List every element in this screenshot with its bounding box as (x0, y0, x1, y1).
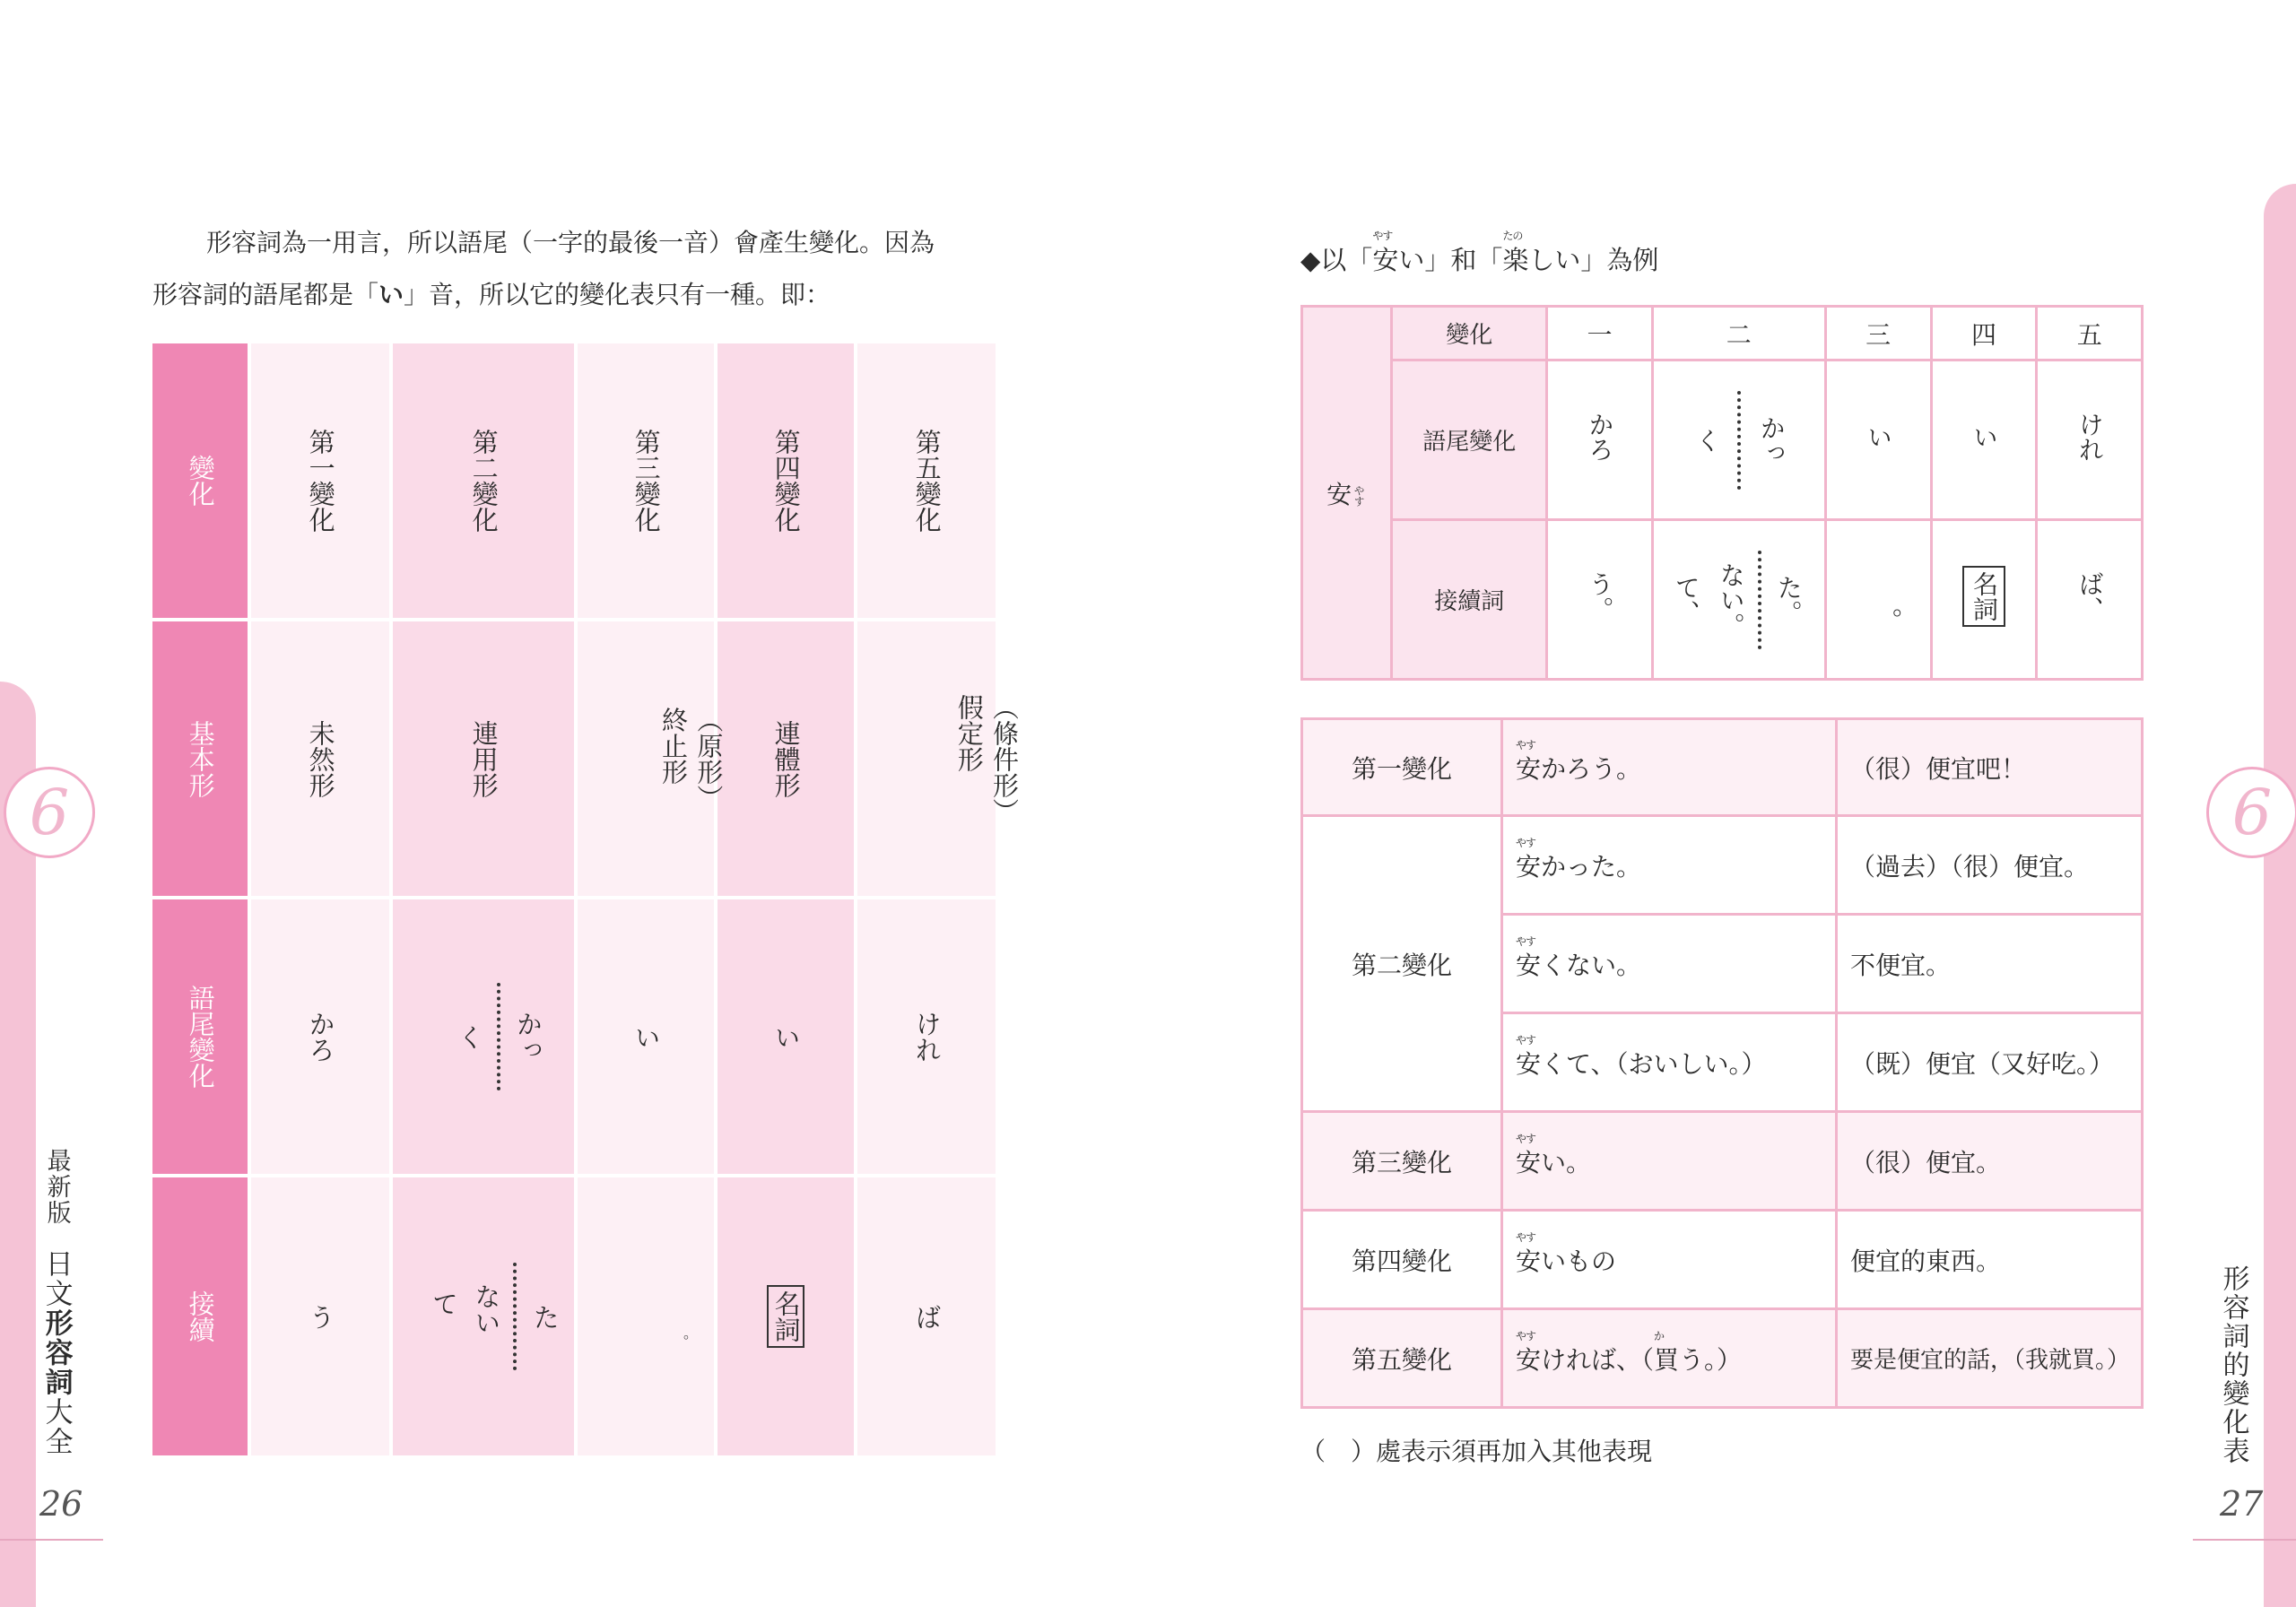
example-row (1302, 816, 2143, 915)
example-japanese (1502, 1112, 1837, 1211)
cell-gobi-4 (718, 899, 854, 1174)
cell-text: 。 (683, 1324, 698, 1342)
example-japanese (1502, 816, 1837, 915)
noun-box: 名詞 (767, 1285, 804, 1348)
example-chinese: 不便宜。 (1837, 915, 2143, 1013)
cell-text: ない (471, 1283, 502, 1335)
cell-text: ない。 (1716, 561, 1746, 638)
cell-text: 第五變化 (911, 429, 943, 533)
header-col-3: 三 (1825, 307, 1931, 360)
cell-text: た (529, 1303, 561, 1330)
cell-text: かろ (1585, 412, 1615, 462)
heading-suffix: 」為例 (1580, 245, 1659, 275)
example-japanese (1502, 719, 1837, 816)
example-chinese: （很）便宜吧！ (1837, 719, 2143, 816)
gobi-2 (1652, 360, 1825, 520)
cell-bian-3 (578, 343, 714, 618)
ruby-word (1654, 1329, 1680, 1377)
dotted-divider (1758, 551, 1761, 649)
paragraph-line-1: 形容詞為一用言，所以語尾（一字的最後一音）會產生變化。因為 (206, 228, 935, 257)
cell-text: 未然形 (305, 719, 336, 798)
chapter-badge-right: 6 (2206, 767, 2296, 858)
kanji-text: 安 (1516, 950, 1542, 980)
example-label: 第二變化 (1302, 816, 1502, 1112)
side-title-suffix: 大全 (39, 1397, 73, 1456)
example-chinese: （很）便宜。 (1837, 1112, 2143, 1211)
okurigana-text: くない。 (1541, 950, 1642, 980)
side-title-small: 最新版 (42, 1148, 71, 1226)
conjugation-table-left (152, 343, 1021, 1455)
setsu-1 (1547, 520, 1653, 680)
row-header-bianhua (152, 343, 248, 618)
ruby-word (1516, 1329, 1542, 1377)
ruby-word (1516, 836, 1542, 883)
heading-word1-text: 安い (1372, 245, 1425, 275)
heading-word2-text: 楽しい (1502, 245, 1581, 275)
example-label: 第三變化 (1302, 1112, 1502, 1211)
example-label: 第五變化 (1302, 1309, 1502, 1408)
ruby-text: やす (1516, 1329, 1536, 1342)
cell-text: い (631, 1023, 662, 1050)
ruby-text: たの (1502, 230, 1523, 242)
footnote: （ ）處表示須再加入其他表現 (1300, 1437, 1653, 1466)
cell-text: い (1864, 424, 1894, 449)
header-col-4: 四 (1931, 307, 2037, 360)
intro-paragraph (152, 217, 1004, 321)
example-japanese (1502, 1211, 1837, 1309)
setsu-4 (1931, 520, 2037, 680)
cell-setsu-2 (393, 1177, 574, 1455)
noun-box: 名詞 (1962, 566, 2005, 627)
ruby-text: やす (1516, 1230, 1536, 1244)
ruby-text: やす (1516, 836, 1536, 849)
cell-text: かっ (513, 1011, 544, 1063)
cell-setsu-4 (718, 1177, 854, 1455)
page-number-right: 27 (2220, 1484, 2264, 1524)
cell-text: 。 (1892, 590, 1918, 621)
cell-text: い (770, 1023, 802, 1050)
paragraph-bold-i: い (378, 280, 404, 309)
cell-text: 第一變化 (305, 429, 336, 533)
cell-text: 第二變化 (468, 429, 500, 533)
cell-gobi-1 (251, 899, 389, 1174)
cell-setsu-5 (857, 1177, 996, 1455)
paragraph-line-2-after: 」音，所以它的變化表只有一種。即： (404, 280, 831, 309)
example-chinese: 要是便宜的話，（我就買。） (1837, 1309, 2143, 1408)
okurigana-text: くて、（おいしい。） (1541, 1048, 1767, 1079)
dotted-divider (497, 983, 500, 1090)
ruby-text: やす (1516, 1132, 1536, 1145)
okurigana-text: いもの (1541, 1246, 1617, 1276)
header-col-1: 一 (1547, 307, 1653, 360)
kanji-text: 安 (1516, 1147, 1542, 1177)
kanji-text: 安 (1516, 1048, 1542, 1079)
cell-setsu-3 (578, 1177, 714, 1455)
example-chinese: （既）便宜（又好吃。） (1837, 1013, 2143, 1112)
ruby-text: やす (1516, 934, 1536, 948)
stem-text: 安 (1326, 479, 1352, 509)
example-label: 第一變化 (1302, 719, 1502, 816)
row-header-text: 基本形 (185, 719, 216, 798)
chapter-badge-left: 6 (4, 767, 95, 858)
gobi-4 (1931, 360, 2037, 520)
example-heading (1300, 230, 1659, 277)
example-japanese (1502, 915, 1837, 1013)
row-label-setsu: 接續詞 (1392, 520, 1547, 680)
cell-text: て、 (1671, 574, 1701, 625)
ruby-word (1516, 738, 1542, 786)
cell-note: （條件形） (989, 693, 1021, 824)
cell-text: く (454, 1023, 485, 1050)
ruby-text: やす (1516, 1033, 1536, 1047)
row-header-gobi (152, 899, 248, 1174)
gobi-1 (1547, 360, 1653, 520)
page-number-left: 26 (39, 1484, 83, 1524)
cell-text: う (305, 1303, 336, 1330)
okurigana-text: い。 (1541, 1147, 1592, 1177)
example-row (1302, 1112, 2143, 1211)
example-row (1302, 1211, 2143, 1309)
cell-kihon-2 (393, 621, 574, 896)
ruby-word (1516, 1033, 1542, 1081)
ruby-word (1516, 934, 1542, 982)
row-header-text: 語尾變化 (185, 985, 216, 1089)
cell-kihon-1 (251, 621, 389, 896)
ruby-text: やす (1372, 230, 1393, 242)
dotted-divider (1737, 391, 1741, 490)
heading-prefix: ◆以「 (1300, 245, 1373, 275)
conjugation-table-right (1300, 305, 2144, 681)
example-chinese: （過去）（很）便宜。 (1837, 816, 2143, 915)
cell-text: けれ (911, 1011, 943, 1063)
setsu-2 (1652, 520, 1825, 680)
ruby-word (1516, 1230, 1542, 1278)
example-row (1302, 719, 2143, 816)
cell-text: 連體形 (770, 719, 802, 798)
cell-text: けれ (2074, 412, 2105, 462)
cell-bian-1 (251, 343, 389, 618)
cell-text: う。 (1585, 571, 1615, 621)
header-bianhua: 變化 (1392, 307, 1547, 360)
setsu-3 (1825, 520, 1931, 680)
ruby-word (1516, 1132, 1542, 1179)
gobi-3 (1825, 360, 1931, 520)
paragraph-line-2-before: 形容詞的語尾都是「 (152, 280, 379, 309)
cell-bian-5 (857, 343, 996, 618)
paragraph-line-2 (152, 269, 1004, 321)
cell-text: かろ (305, 1011, 336, 1063)
cell-text: 終止形 (658, 707, 690, 785)
right-side-title: 形容詞的變化表 (2217, 1264, 2249, 1465)
example-japanese (1502, 1309, 1837, 1408)
okurigana-text: かろう。 (1541, 753, 1642, 784)
kanji-text: 買 (1654, 1344, 1680, 1375)
row-header-text: 變化 (185, 455, 216, 507)
cell-text: ば (911, 1303, 943, 1330)
cell-bian-2 (393, 343, 574, 618)
heading-word1 (1372, 230, 1425, 277)
okurigana-text: かった。 (1541, 851, 1642, 882)
row-header-text: 接續 (185, 1290, 216, 1342)
cell-setsu-1 (251, 1177, 389, 1455)
right-side-band (2264, 184, 2296, 1607)
heading-middle: 」和「 (1424, 245, 1503, 275)
example-chinese: 便宜的東西。 (1837, 1211, 2143, 1309)
cell-kihon-3 (578, 621, 725, 896)
setsu-5 (2037, 520, 2143, 680)
ruby-text: やす (1516, 738, 1536, 751)
cell-text: 第四變化 (770, 429, 802, 533)
kanji-text: 安 (1516, 1246, 1542, 1276)
kanji-text: 安 (1516, 753, 1542, 784)
kanji-text: 安 (1516, 851, 1542, 882)
row-header-setsu (152, 1177, 248, 1455)
example-row (1302, 1309, 2143, 1408)
header-col-5: 五 (2037, 307, 2143, 360)
cell-note: （原形） (693, 707, 725, 811)
row-label-gobi: 語尾變化 (1392, 360, 1547, 520)
cell-text: かっ (1756, 414, 1787, 465)
side-title-main: 形容詞 (39, 1308, 73, 1397)
cell-text: く (1692, 427, 1722, 453)
cell-text: 第三變化 (631, 429, 662, 533)
cell-text: い (1970, 424, 2000, 449)
ruby-text: か (1654, 1329, 1665, 1342)
cell-bian-4 (718, 343, 854, 618)
page-number-rule-right (2193, 1539, 2296, 1541)
dotted-divider (513, 1263, 517, 1370)
stem-cell (1302, 307, 1392, 680)
cell-gobi-3 (578, 899, 714, 1174)
examples-table (1300, 717, 2144, 1409)
example-label: 第四變化 (1302, 1211, 1502, 1309)
left-side-title (39, 1148, 72, 1456)
row-header-kihon (152, 621, 248, 896)
okurigana-text: ければ、（ (1541, 1344, 1655, 1375)
side-title-prefix: 日文 (39, 1249, 73, 1308)
cell-gobi-2 (393, 899, 574, 1174)
cell-text: た。 (1773, 574, 1804, 625)
cell-text: 連用形 (468, 719, 500, 798)
cell-gobi-5 (857, 899, 996, 1174)
heading-word2 (1502, 230, 1581, 277)
cell-text: ば、 (2074, 571, 2105, 621)
example-japanese (1502, 1013, 1837, 1112)
stem-ruby: やす (1352, 484, 1366, 507)
cell-text: て (429, 1290, 459, 1316)
header-col-2: 二 (1652, 307, 1825, 360)
kanji-text: 安 (1516, 1344, 1542, 1375)
okurigana-text: う。） (1679, 1344, 1743, 1375)
cell-text: 假定形 (953, 693, 985, 772)
cell-kihon-5 (857, 621, 1021, 896)
page-number-rule-left (0, 1539, 103, 1541)
gobi-5 (2037, 360, 2143, 520)
